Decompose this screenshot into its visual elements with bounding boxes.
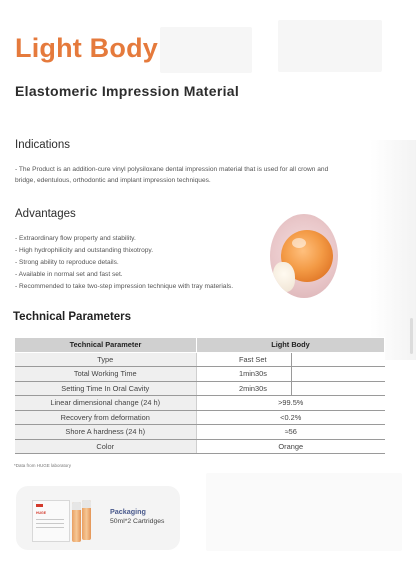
box-text-line bbox=[36, 519, 64, 520]
technical-heading: Technical Parameters bbox=[13, 311, 132, 323]
parameter-value: 2min30s bbox=[197, 381, 292, 396]
packaging-card bbox=[16, 486, 180, 550]
table-row bbox=[15, 425, 385, 440]
scroll-indicator[interactable] bbox=[410, 318, 413, 354]
footnote: *Data from HUGE laboratory bbox=[14, 463, 72, 468]
parameter-label: Setting Time In Oral Cavity bbox=[15, 381, 197, 396]
table-row bbox=[15, 410, 385, 425]
product-box bbox=[32, 500, 70, 542]
parameter-value-empty bbox=[292, 367, 385, 382]
table-row bbox=[15, 352, 385, 367]
placeholder-block bbox=[160, 27, 252, 73]
box-text-line bbox=[36, 527, 64, 528]
cartridge-cap bbox=[72, 502, 81, 510]
parameter-label: Type bbox=[15, 352, 197, 367]
cartridge-cap bbox=[82, 500, 91, 508]
brand-mark bbox=[36, 504, 43, 507]
list-item: - Strong ability to reproduce details. bbox=[15, 259, 119, 266]
parameter-value-empty bbox=[292, 381, 385, 396]
list-item: - Available in normal set and fast set. bbox=[15, 271, 123, 278]
parameter-label: Total Working Time bbox=[15, 367, 197, 382]
parameter-label: Linear dimensional change (24 h) bbox=[15, 396, 197, 411]
advantages-heading: Advantages bbox=[15, 208, 76, 220]
table-row bbox=[15, 439, 385, 454]
placeholder-block bbox=[278, 20, 382, 72]
parameter-value: >99.5% bbox=[197, 396, 385, 411]
list-item: - High hydrophilicity and outstanding thixotropy. bbox=[15, 247, 154, 254]
packaging-content: 50ml*2 Cartridges bbox=[110, 518, 165, 525]
technical-parameters-table bbox=[14, 337, 385, 454]
page-subtitle: Elastomeric Impression Material bbox=[15, 83, 240, 99]
list-item: - Recommended to take two-step impression technique with tray materials. bbox=[15, 283, 234, 290]
advantages-list bbox=[15, 233, 233, 293]
table-row bbox=[15, 367, 385, 382]
parameter-value: <0.2% bbox=[197, 410, 385, 425]
parameter-value: Orange bbox=[197, 439, 385, 454]
cartridge bbox=[82, 500, 91, 540]
box-text-line bbox=[36, 523, 64, 524]
table-row bbox=[15, 381, 385, 396]
packaging-product-image bbox=[32, 496, 94, 542]
parameter-value-empty bbox=[292, 352, 385, 367]
parameter-label: Recovery from deformation bbox=[15, 410, 197, 425]
table-row bbox=[15, 396, 385, 411]
highlight bbox=[292, 238, 306, 248]
packaging-title: Packaging bbox=[110, 507, 146, 516]
indications-text: - The Product is an addition-cure vinyl polysiloxane dental impression material that is used for all crown and bridge, edentulous, orthodontic and implant impression techniques. bbox=[15, 166, 329, 184]
parameter-label: Color bbox=[15, 439, 197, 454]
parameter-value: Fast Set bbox=[197, 352, 292, 367]
cartridge bbox=[72, 502, 81, 542]
parameter-value: ≈56 bbox=[197, 425, 385, 440]
parameter-value: 1min30s bbox=[197, 367, 292, 382]
table-header-row bbox=[15, 338, 385, 353]
box-label: HUGE bbox=[36, 511, 47, 515]
parameter-label: Shore A hardness (24 h) bbox=[15, 425, 197, 440]
indications-heading: Indications bbox=[15, 139, 70, 151]
product-sample-photo bbox=[270, 214, 338, 298]
column-header-product: Light Body bbox=[197, 338, 385, 353]
column-header-parameter: Technical Parameter bbox=[15, 338, 197, 353]
page-title: Light Body bbox=[15, 33, 158, 63]
tooth-shape bbox=[273, 262, 295, 292]
list-item: - Extraordinary flow property and stability. bbox=[15, 235, 136, 242]
placeholder-block bbox=[206, 473, 402, 551]
